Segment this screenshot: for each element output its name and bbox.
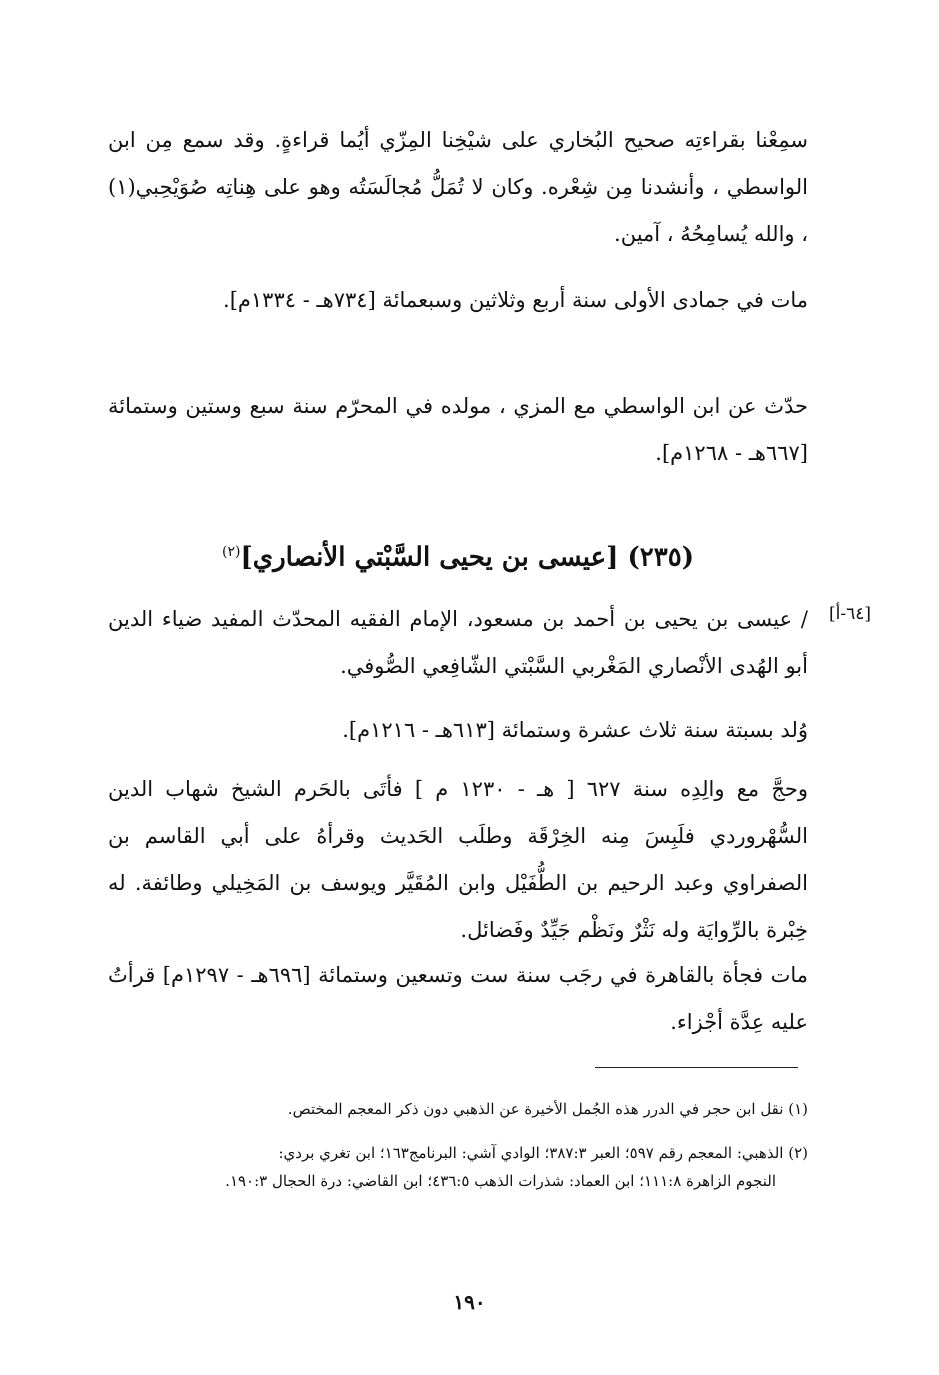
paragraph-7: مات فجأة بالقاهرة في رجَب سنة ست وتسعين وستمائة [٦٩٦هـ - ١٢٩٧م] قرأتُ عليه عِدَّة أجْزاء. — [108, 963, 808, 1034]
footnote-separator — [595, 1067, 798, 1068]
entry-title-footnote-marker: (٢) — [221, 544, 241, 560]
footnote-1: (١) نقل ابن حجر في الدرر هذه الجُمل الأخيرة عن الذهبي دون ذكر المعجم المختص. — [287, 1100, 808, 1118]
paragraph-6: وحجَّ مع والِدِه سنة ٦٢٧ [ هـ - ١٢٣٠ م ] فأتَى بالحَرم الشيخ شهاب الدين السُّهْروردي فلَبِسَ مِنه الخِرْقَة وطلَب الحَديث وقرأهُ على أبي القاسم بن الصفراوي وعبد الرحيم بن الطُّفَيْل وابن المُقَيَّر ويوسف بن المَخِيلي وطائفة. له خِبْرة بالرِّوايَة وله نَثْرٌ ونَظْم جَيِّدٌ وفَضائل. — [108, 777, 808, 942]
footnote-2-line-1: (٢) الذهبي: المعجم رقم ٥٩٧؛ العبر ٣٨٧:٣؛ الوادي آشي: البرنامج١٦٣؛ ابن تغري بردي: — [278, 1144, 808, 1162]
paragraph-5: وُلد بسبتة سنة ثلاث عشرة وستمائة [٦١٣هـ - ١٢١٦م]. — [342, 718, 808, 742]
entry-title-text: (٢٣٥) [عيسى بن يحيى السَّبْتي الأنصاري] — [240, 542, 694, 573]
paragraph-1: سمِعْنا بقراءتِه صحيح البُخاري على شيْخِنا المِزّي أيُما قراءةٍ. وقد سمع مِن ابن الواسطي ، وأنشدنا مِن شِعْره. وكان لا تُمَلُّ مُجالَسَتُه وهو على هِناتِه صُوَيْحِبي(١) ، والله يُسامِحُهُ ، آمين. — [108, 128, 808, 246]
footnote-2 — [108, 1139, 808, 1195]
page-number: ١٩٠ — [453, 1290, 486, 1314]
paragraph-2: مات في جمادى الأولى سنة أربع وثلاثين وسبعمائة [٧٣٤هـ - ١٣٣٤م]. — [223, 288, 808, 312]
paragraph-4: / عيسى بن يحيى بن أحمد بن مسعود، الإمام الفقيه المحدّث المفيد ضياء الدين أبو الهُدى الأنْصاري المَغْربي السَّبْتي الشّافِعي الصُّوفي. — [108, 607, 808, 678]
paragraph-3: حدّث عن ابن الواسطي مع المزي ، مولده في المحرّم سنة سبع وستين وستمائة [٦٦٧هـ - ١٢٦٨م]. — [108, 394, 808, 465]
footnote-2-continuation: النجوم الزاهرة ١١١:٨؛ ابن العماد: شذرات الذهب ٤٣٦:٥؛ ابن القاضي: درة الحجال ١٩٠:٣. — [225, 1172, 776, 1190]
entry-heading — [108, 530, 808, 580]
margin-folio-reference: [٦٤-أ] — [828, 604, 871, 624]
